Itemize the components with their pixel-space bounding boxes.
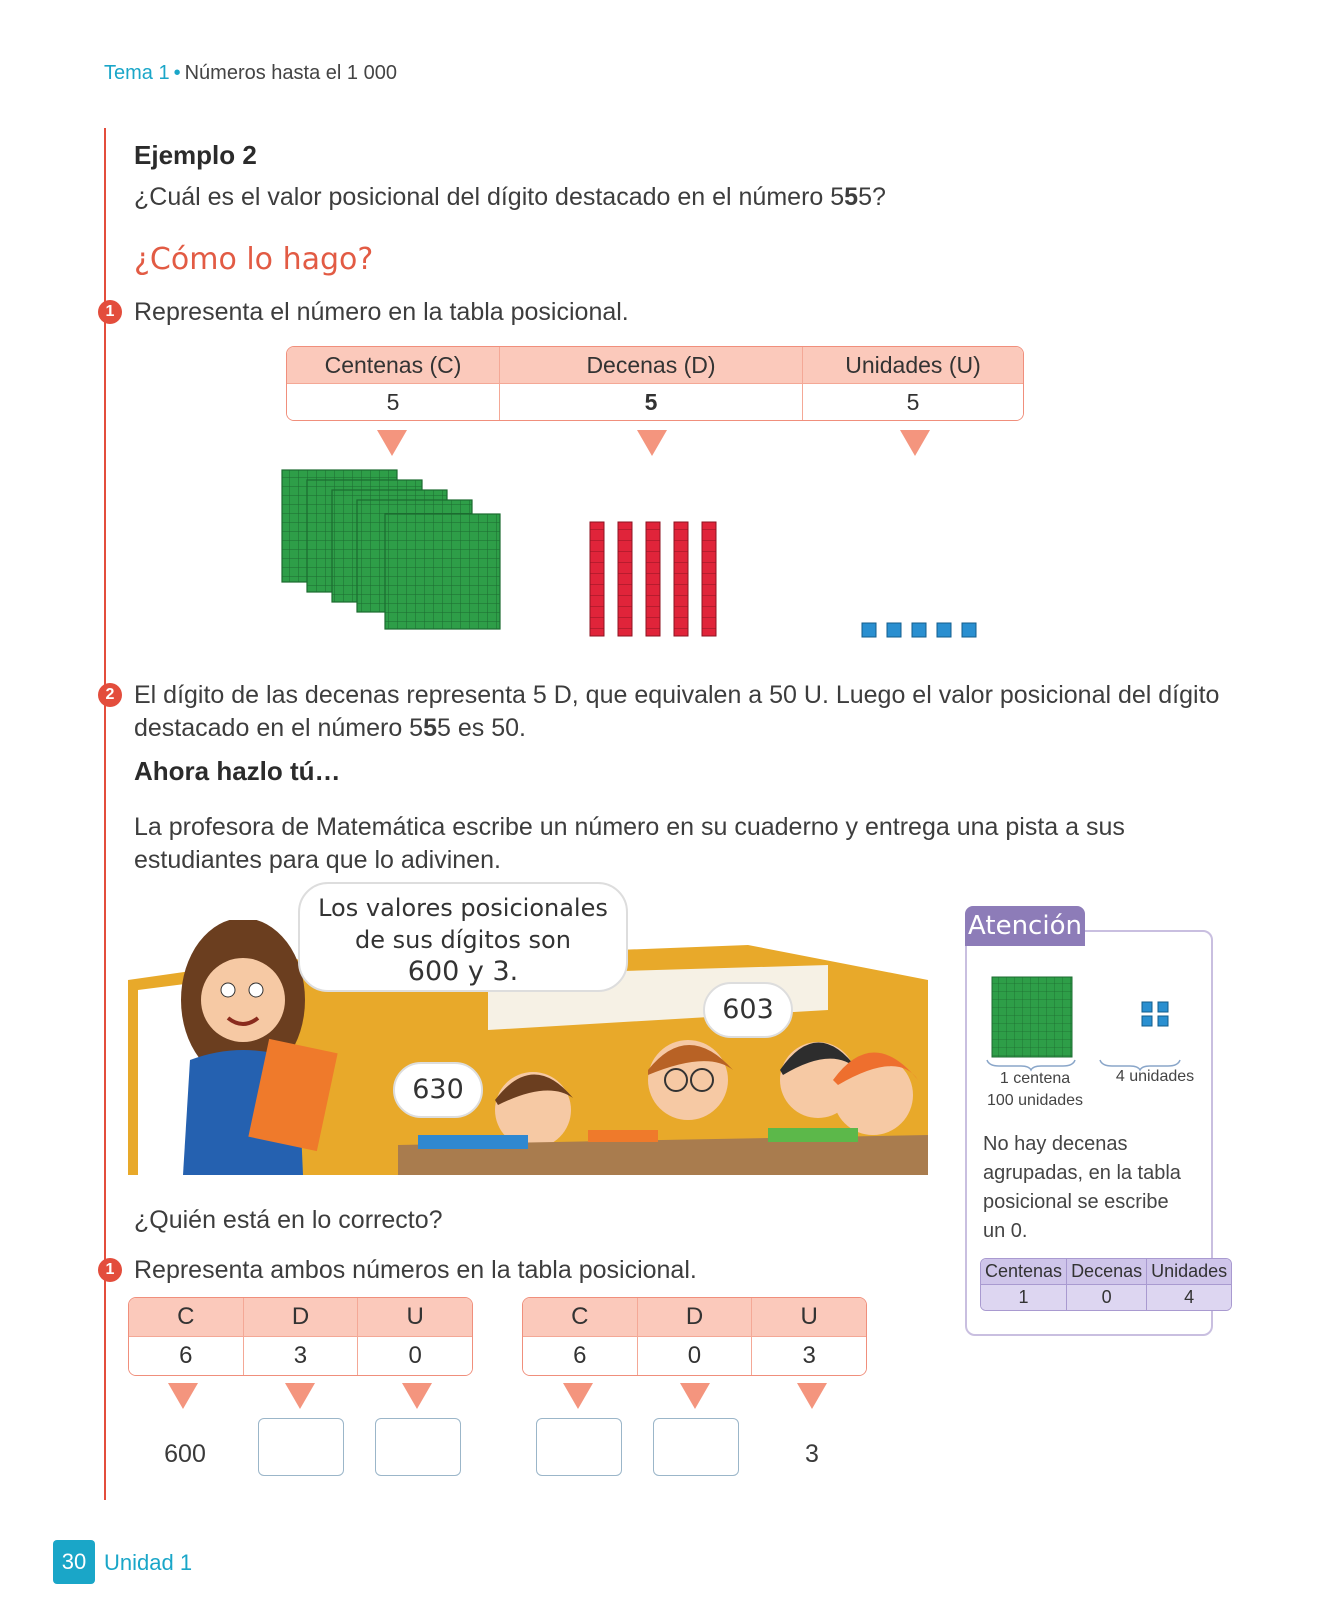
value-decenas: 5	[499, 383, 802, 420]
teacher-speech-bubble	[298, 882, 628, 992]
example-question	[134, 183, 886, 212]
bullet-icon: •	[173, 62, 181, 84]
question-text-a: ¿Cuál es el valor posicional del dígito destacado en el número 5	[134, 183, 845, 211]
value-unidades: 5	[802, 383, 1023, 420]
unit-label: Unidad 1	[104, 1550, 193, 1575]
how-heading: ¿Cómo lo hago?	[134, 242, 374, 277]
arrow-down-icon	[637, 430, 667, 456]
centena-label	[985, 1068, 1085, 1112]
answer-input-box[interactable]	[653, 1418, 739, 1476]
arrow-down-icon	[377, 430, 407, 456]
arrow-down-icon	[285, 1383, 315, 1409]
step2-text	[134, 679, 1219, 745]
value-u: 3	[751, 1336, 866, 1375]
example-title: Ejemplo 2	[134, 140, 257, 170]
header-u: U	[357, 1298, 472, 1336]
arrow-down-icon	[168, 1383, 198, 1409]
practice-line1: La profesora de Matemática escribe un número en su cuaderno y entrega una pista a sus	[134, 813, 1125, 841]
value-c: 6	[129, 1336, 243, 1375]
header-decenas: Decenas	[1066, 1259, 1146, 1284]
question-who: ¿Quién está en lo correcto?	[134, 1206, 443, 1234]
attention-title: Atención	[965, 906, 1085, 946]
header-centenas: Centenas (C)	[287, 347, 499, 383]
attention-text	[983, 1130, 1181, 1246]
value-d: 0	[637, 1336, 752, 1375]
bubble-line: de sus dígitos son	[355, 926, 571, 954]
value-unidades: 4	[1146, 1284, 1231, 1310]
value-d: 3	[243, 1336, 358, 1375]
highlighted-digit: 5	[423, 714, 437, 742]
topic-label: Tema 1	[104, 62, 170, 84]
answer-input-box[interactable]	[258, 1418, 344, 1476]
step-text: Representa ambos números en la tabla posicional.	[134, 1256, 697, 1284]
place-value-table-a	[128, 1297, 473, 1376]
place-value-table-b	[522, 1297, 867, 1376]
unit-cubes-icon	[1140, 1000, 1172, 1030]
student-bubble-603: 603	[703, 982, 793, 1038]
arrow-down-icon	[680, 1383, 710, 1409]
label-line: 1 centena	[999, 1070, 1071, 1087]
margin-line	[104, 128, 106, 1500]
step-text: Representa el número en la tabla posicional.	[134, 298, 629, 326]
header-decenas: Decenas (D)	[499, 347, 802, 383]
value-centenas: 1	[981, 1284, 1066, 1310]
value-decenas: 0	[1066, 1284, 1146, 1310]
highlighted-digit: 5	[844, 183, 859, 211]
hundreds-blocks-icon	[280, 468, 510, 638]
place-value-table	[286, 346, 1024, 421]
bubble-line: Los valores posicionales	[318, 894, 608, 922]
student-bubble-630: 630	[393, 1062, 483, 1118]
label-line: 100 unidades	[986, 1092, 1084, 1109]
arrow-down-icon	[797, 1383, 827, 1409]
bubble-line: 600 y 3.	[407, 956, 519, 987]
practice-line2: estudiantes para que lo adivinen.	[134, 846, 501, 874]
hundred-flat-icon	[990, 975, 1074, 1059]
step-number-badge: 1	[98, 1258, 122, 1282]
topic-title: Números hasta el 1 000	[184, 62, 397, 84]
answer-input-box[interactable]	[536, 1418, 622, 1476]
value-centenas: 5	[287, 383, 499, 420]
step-number-badge: 2	[98, 683, 122, 707]
practice-title: Ahora hazlo tú…	[134, 756, 341, 786]
attention-line: agrupadas, en la tabla	[983, 1162, 1181, 1184]
header-c: C	[523, 1298, 637, 1336]
header-centenas: Centenas	[981, 1259, 1066, 1284]
attention-line: No hay decenas	[983, 1133, 1128, 1155]
header-c: C	[129, 1298, 243, 1336]
value-c: 6	[523, 1336, 637, 1375]
answer-input-box[interactable]	[375, 1418, 461, 1476]
value-u: 0	[357, 1336, 472, 1375]
page-header	[104, 62, 397, 85]
step-number-badge: 1	[98, 300, 122, 324]
attention-table	[980, 1258, 1232, 1311]
answer-value: 600	[164, 1440, 206, 1468]
header-u: U	[751, 1298, 866, 1336]
arrow-down-icon	[402, 1383, 432, 1409]
arrow-down-icon	[900, 430, 930, 456]
attention-line: un 0.	[983, 1220, 1028, 1242]
header-unidades: Unidades	[1146, 1259, 1231, 1284]
tens-rods-icon	[588, 518, 728, 640]
question-text-b: 5?	[858, 183, 886, 211]
practice-text	[134, 811, 1125, 877]
unit-cubes-icon	[860, 618, 980, 642]
step2-text-a: destacado en el número 5	[134, 714, 424, 742]
page-number: 30	[53, 1540, 95, 1584]
header-unidades: Unidades (U)	[802, 347, 1023, 383]
answer-value: 3	[805, 1440, 819, 1468]
step2-line1: El dígito de las decenas representa 5 D, que equivalen a 50 U. Luego el valor posicional del dígito	[134, 681, 1220, 709]
step2-line2	[134, 712, 1219, 745]
arrow-down-icon	[563, 1383, 593, 1409]
unidades-label: 4 unidades	[1115, 1068, 1195, 1085]
header-d: D	[243, 1298, 358, 1336]
header-d: D	[637, 1298, 752, 1336]
step2-text-b: 5 es 50.	[437, 714, 526, 742]
attention-line: posicional se escribe	[983, 1191, 1169, 1213]
